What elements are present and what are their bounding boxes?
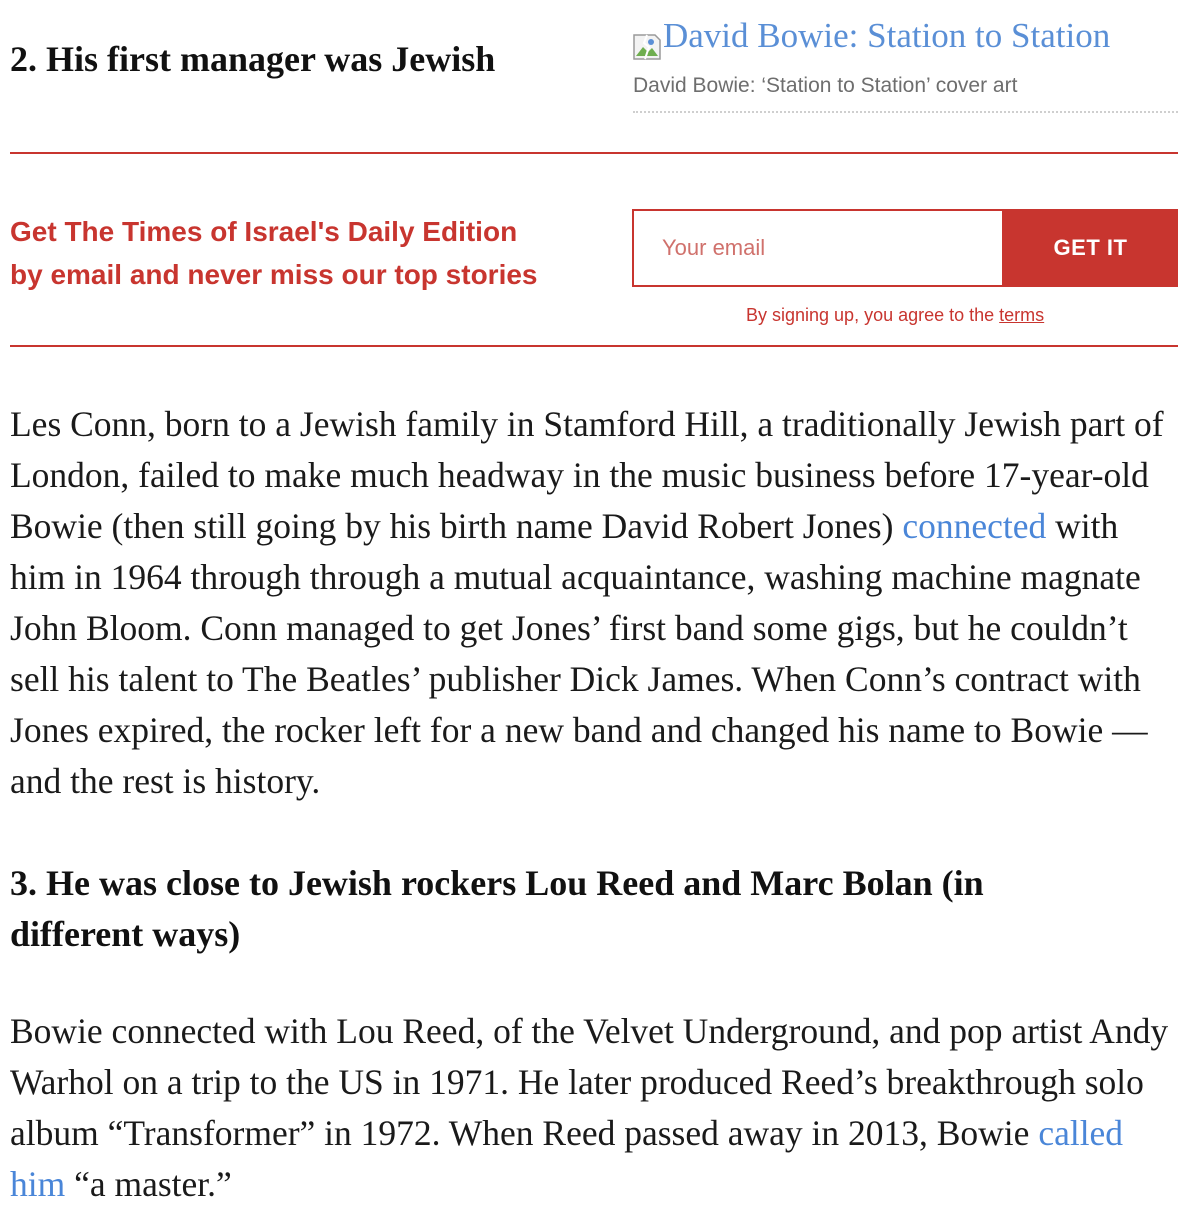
get-it-button[interactable]: GET IT xyxy=(1003,209,1178,287)
paragraph-lou-reed xyxy=(10,1006,1180,1210)
terms-link[interactable]: terms xyxy=(999,305,1045,325)
paragraph-lou-reed-text-1: Bowie connected with Lou Reed, of the Velvet Underground, and pop artist Andy Warhol on a trip to the US in 1971. He later produced Reed’s breakthrough solo album “Transformer” in 1972. When Reed passed away in 2013, Bowie xyxy=(10,1011,1169,1153)
paragraph-les-conn xyxy=(10,399,1180,807)
paragraph-les-conn-text-1: Les Conn, born to a Jewish family in Stamford Hill, a traditionally Jewish part of London, failed to make much headway in the music business before 17-year-old Bowie (then still going by his birth name David Robert Jones) xyxy=(10,404,1164,546)
paragraph-les-conn-text-2: with him in 1964 through through a mutual acquaintance, washing machine magnate John Bloom. Conn managed to get Jones’ first band some gigs, but he couldn’t sell his talent to The Beatles’ publisher Dick James. When Conn’s contract with Jones expired, the rocker left for a new band and changed his name to Bowie — and the rest is history. xyxy=(10,506,1148,801)
terms-notice-text: By signing up, you agree to the xyxy=(746,305,1000,325)
newsletter-top-divider xyxy=(10,152,1178,154)
terms-notice xyxy=(746,305,1044,326)
newsletter-promo-line-2: by email and never miss our top stories xyxy=(10,259,538,290)
section-heading-first-manager: 2. His first manager was Jewish xyxy=(10,39,496,79)
newsletter-bottom-divider xyxy=(10,345,1178,347)
newsletter-signup-form xyxy=(632,209,1178,287)
paragraph-lou-reed-text-2: “a master.” xyxy=(65,1164,232,1204)
caption-divider xyxy=(633,111,1178,113)
section-heading-lou-reed-marc-bolan: 3. He was close to Jewish rockers Lou Reed and Marc Bolan (in different ways) xyxy=(10,863,984,954)
connected-link[interactable]: connected xyxy=(902,506,1047,546)
cover-art-figure xyxy=(633,14,1178,97)
newsletter-promo-line-1: Get The Times of Israel's Daily Edition xyxy=(10,216,518,247)
broken-image-icon xyxy=(633,34,661,60)
email-input[interactable] xyxy=(632,209,1004,287)
cover-art-caption: David Bowie: ‘Station to Station’ cover art xyxy=(633,74,1018,97)
cover-art-alt-text: David Bowie: Station to Station xyxy=(663,16,1111,55)
newsletter-promo-text xyxy=(10,210,590,296)
cover-art-image xyxy=(633,14,1178,60)
called-him-link[interactable]: called him xyxy=(10,1113,1124,1204)
